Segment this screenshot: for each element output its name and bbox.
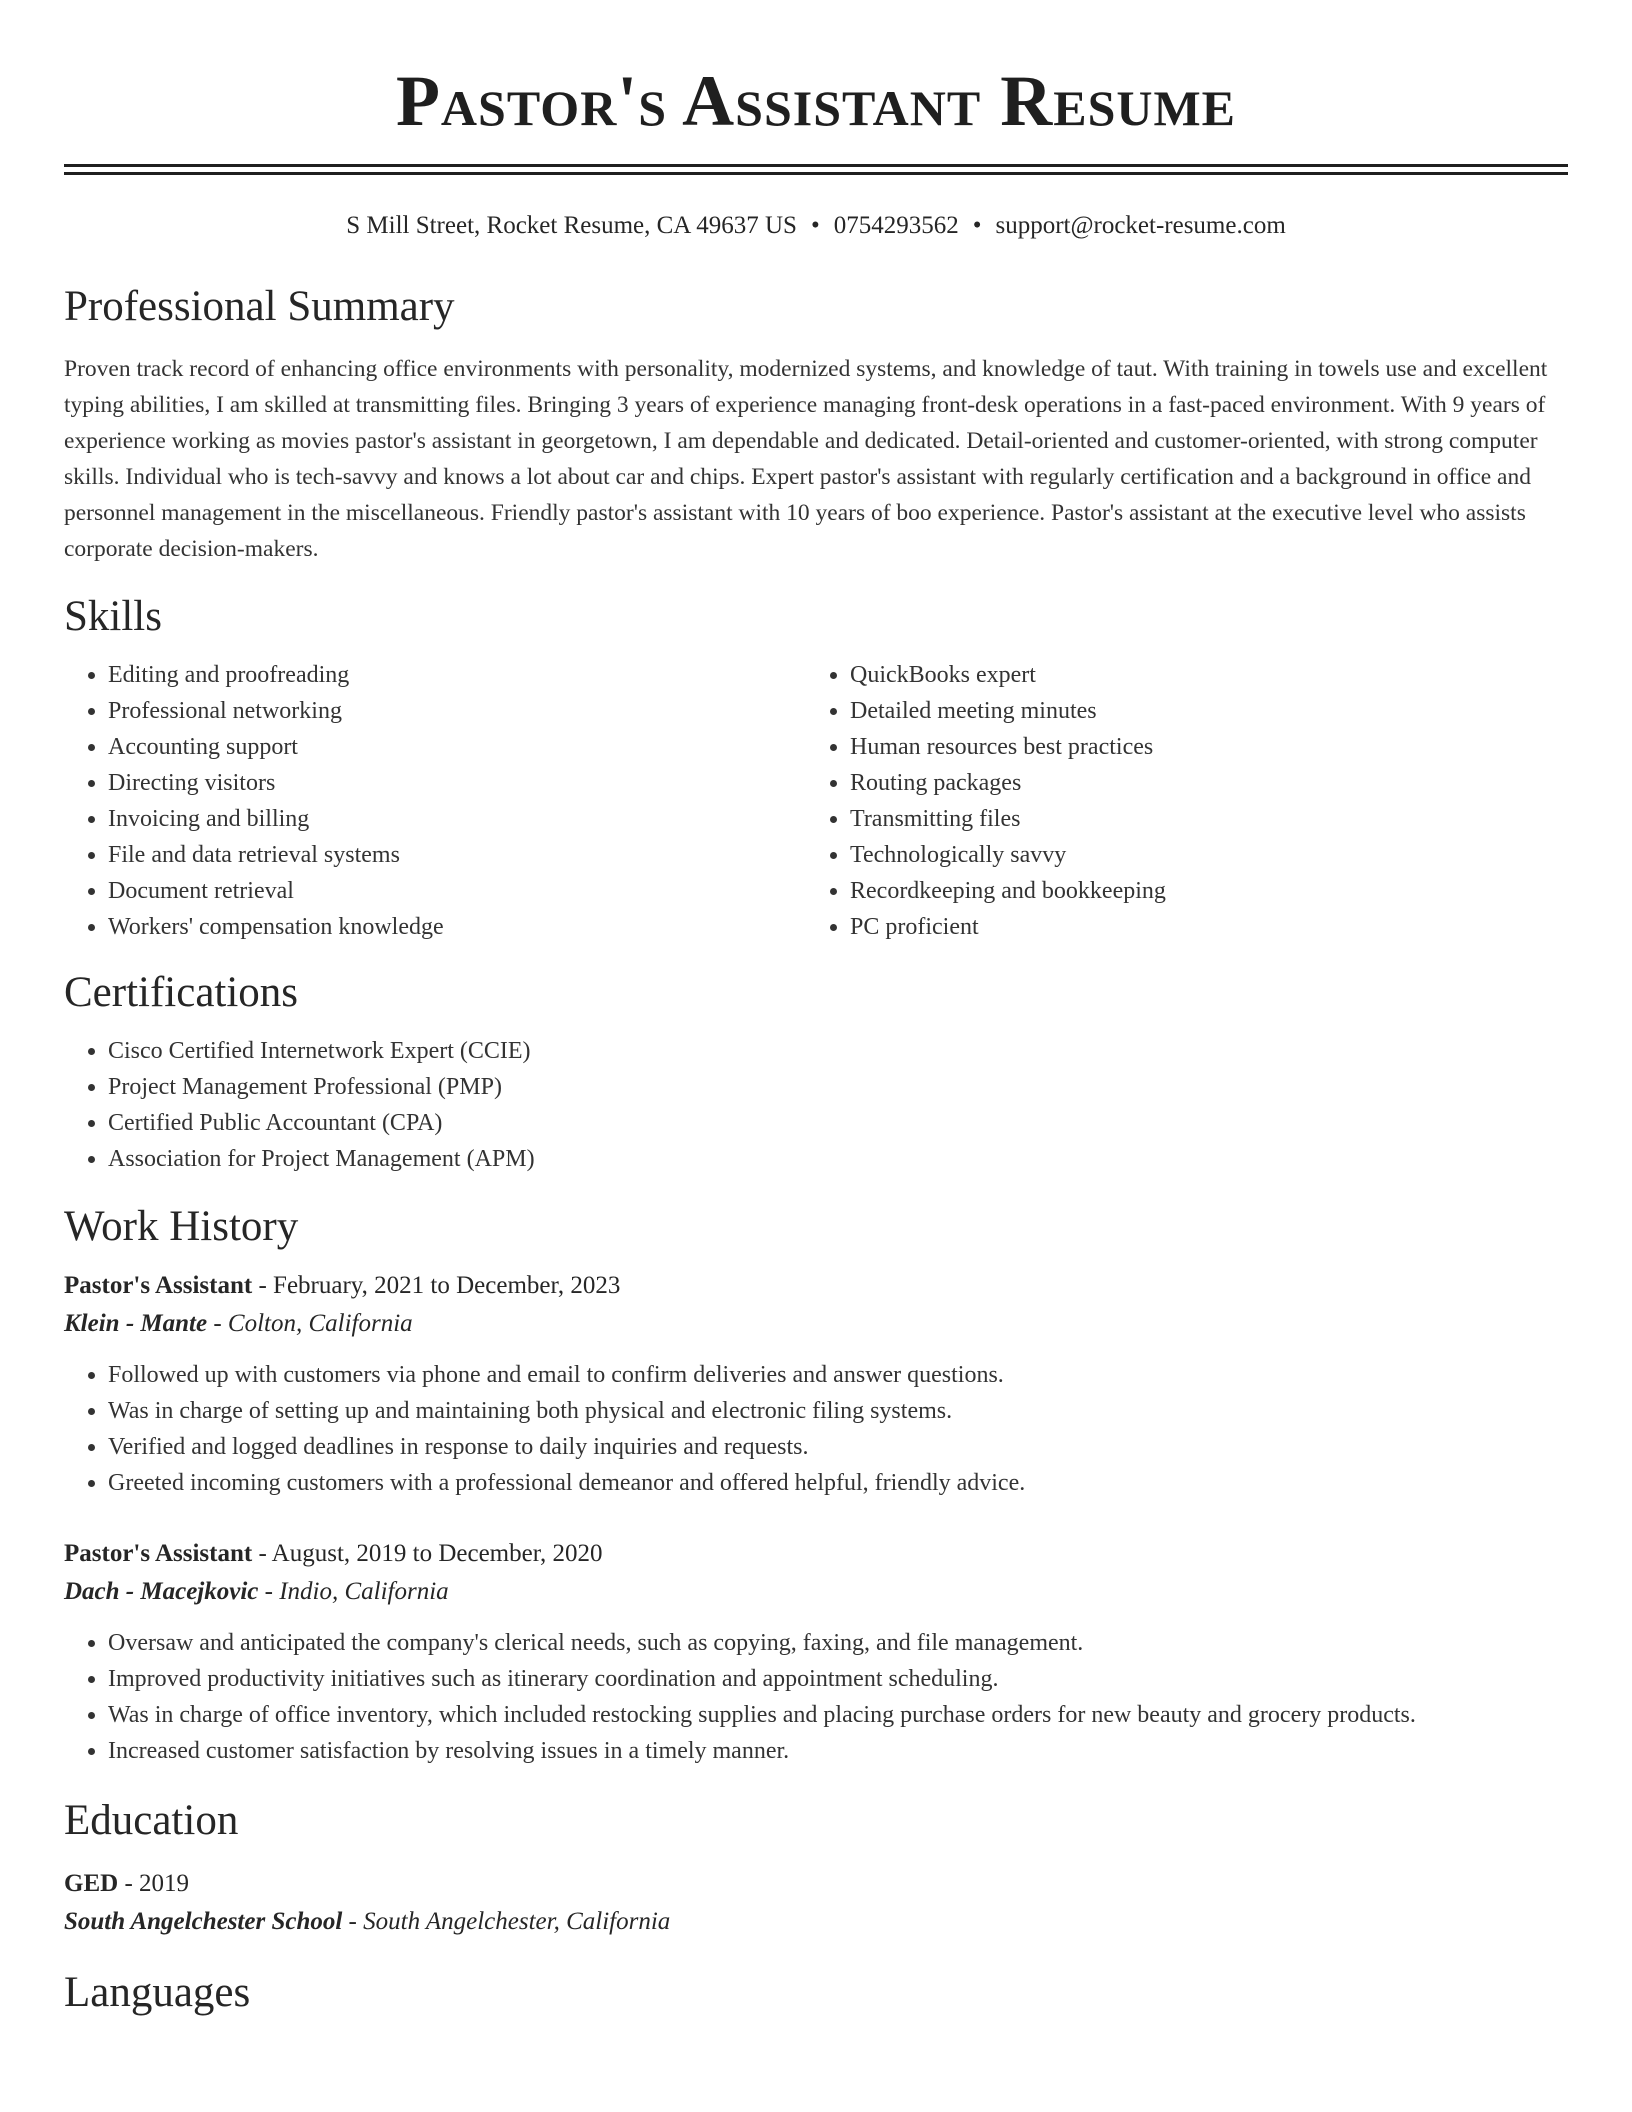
list-item: • File and data retrieval systems bbox=[108, 837, 806, 873]
contact-email: support@rocket-resume.com bbox=[995, 212, 1286, 239]
summary-heading: Professional Summary bbox=[64, 283, 455, 330]
list-item: • Transmitting files bbox=[850, 801, 1548, 837]
list-item: • Human resources best practices bbox=[850, 729, 1548, 765]
list-item: • Was in charge of setting up and maintaining both physical and electronic filing systems. bbox=[108, 1393, 1568, 1429]
skills-columns bbox=[64, 657, 1568, 945]
list-item: • Project Management Professional (PMP) bbox=[108, 1069, 1568, 1105]
summary-section bbox=[64, 281, 1568, 567]
job-role: Pastor's Assistant bbox=[64, 1272, 253, 1299]
summary-text: Proven track record of enhancing office environments with personality, modernized systems, and knowledge of taut. With training in towels use and excellent typing abilities, I am skilled at transmitting files. Bringing 3 years of experience managing front-desk operations in a fast-paced environment. With 9 years of experience working as movies pastor's assistant in georgetown, I am dependable and dedicated. Detail-oriented and customer-oriented, with strong computer skills. Individual who is tech-savvy and knows a lot about car and chips. Expert pastor's assistant with regularly certification and a background in office and personnel management in the miscellaneous. Friendly pastor's assistant with 10 years of boo experience. Pastor's assistant at the executive level who assists corporate decision-makers. bbox=[64, 356, 1548, 562]
contact-address: S Mill Street, Rocket Resume, CA 49637 US bbox=[346, 212, 797, 239]
job-dates: - February, 2021 to December, 2023 bbox=[252, 1272, 621, 1299]
certifications-heading: Certifications bbox=[64, 969, 299, 1016]
job-entry bbox=[64, 1267, 1568, 1501]
skills-column-right bbox=[806, 657, 1548, 945]
contact-line bbox=[64, 211, 1568, 241]
list-item: • Increased customer satisfaction by resolving issues in a timely manner. bbox=[108, 1733, 1568, 1769]
skills-column-left bbox=[64, 657, 806, 945]
title-divider-bottom bbox=[64, 172, 1568, 175]
list-item: • Association for Project Management (APM) bbox=[108, 1141, 1568, 1177]
languages-section bbox=[64, 1967, 1568, 2019]
job-location: - Indio, California bbox=[258, 1578, 449, 1605]
list-item: • Cisco Certified Internetwork Expert (CCIE) bbox=[108, 1033, 1568, 1069]
skills-section bbox=[64, 591, 1568, 945]
job-company-line bbox=[64, 1573, 1568, 1611]
list-item: • Verified and logged deadlines in response to daily inquiries and requests. bbox=[108, 1429, 1568, 1465]
contact-separator: • bbox=[972, 212, 982, 239]
job-title-line bbox=[64, 1267, 1568, 1305]
list-item: • Directing visitors bbox=[108, 765, 806, 801]
job-role: Pastor's Assistant bbox=[64, 1540, 253, 1567]
work-history-heading: Work History bbox=[64, 1203, 299, 1250]
list-item: • Professional networking bbox=[108, 693, 806, 729]
education-heading: Education bbox=[64, 1797, 239, 1844]
list-item: • Certified Public Accountant (CPA) bbox=[108, 1105, 1568, 1141]
list-item: • Routing packages bbox=[850, 765, 1548, 801]
resume-page bbox=[64, 0, 1568, 2019]
job-title-line bbox=[64, 1535, 1568, 1573]
education-school-line bbox=[64, 1903, 1568, 1941]
certifications-section bbox=[64, 967, 1568, 1177]
job-company: Klein - Mante bbox=[64, 1310, 208, 1337]
education-year: - 2019 bbox=[118, 1870, 190, 1897]
job-entry bbox=[64, 1535, 1568, 1769]
skills-heading: Skills bbox=[64, 593, 162, 640]
list-item: • Editing and proofreading bbox=[108, 657, 806, 693]
list-item: • QuickBooks expert bbox=[850, 657, 1548, 693]
list-item: • PC proficient bbox=[850, 909, 1548, 945]
contact-phone: 0754293562 bbox=[833, 212, 959, 239]
list-item: • Improved productivity initiatives such as itinerary coordination and appointment scheduling. bbox=[108, 1661, 1568, 1697]
languages-heading: Languages bbox=[64, 1969, 251, 2016]
job-company: Dach - Macejkovic bbox=[64, 1578, 259, 1605]
list-item: • Document retrieval bbox=[108, 873, 806, 909]
education-degree: GED bbox=[64, 1870, 119, 1897]
job-location: - Colton, California bbox=[207, 1310, 413, 1337]
list-item: • Greeted incoming customers with a professional demeanor and offered helpful, friendly advice. bbox=[108, 1465, 1568, 1501]
list-item: • Accounting support bbox=[108, 729, 806, 765]
list-item: • Was in charge of office inventory, which included restocking supplies and placing purchase orders for new beauty and grocery products. bbox=[108, 1697, 1568, 1733]
job-company-line bbox=[64, 1305, 1568, 1343]
resume-title: Pastor's Assistant Resume bbox=[395, 61, 1237, 141]
job-dates: - August, 2019 to December, 2020 bbox=[252, 1540, 603, 1567]
list-item: • Oversaw and anticipated the company's clerical needs, such as copying, faxing, and file management. bbox=[108, 1625, 1568, 1661]
list-item: • Followed up with customers via phone and email to confirm deliveries and answer questions. bbox=[108, 1357, 1568, 1393]
list-item: • Detailed meeting minutes bbox=[850, 693, 1548, 729]
education-section bbox=[64, 1795, 1568, 1941]
contact-separator: • bbox=[810, 212, 820, 239]
list-item: • Technologically savvy bbox=[850, 837, 1548, 873]
education-location: - South Angelchester, California bbox=[342, 1908, 671, 1935]
list-item: • Invoicing and billing bbox=[108, 801, 806, 837]
list-item: • Recordkeeping and bookkeeping bbox=[850, 873, 1548, 909]
list-item: • Workers' compensation knowledge bbox=[108, 909, 806, 945]
education-school: South Angelchester School bbox=[64, 1908, 343, 1935]
education-degree-line bbox=[64, 1865, 1568, 1903]
work-history-section bbox=[64, 1201, 1568, 1769]
